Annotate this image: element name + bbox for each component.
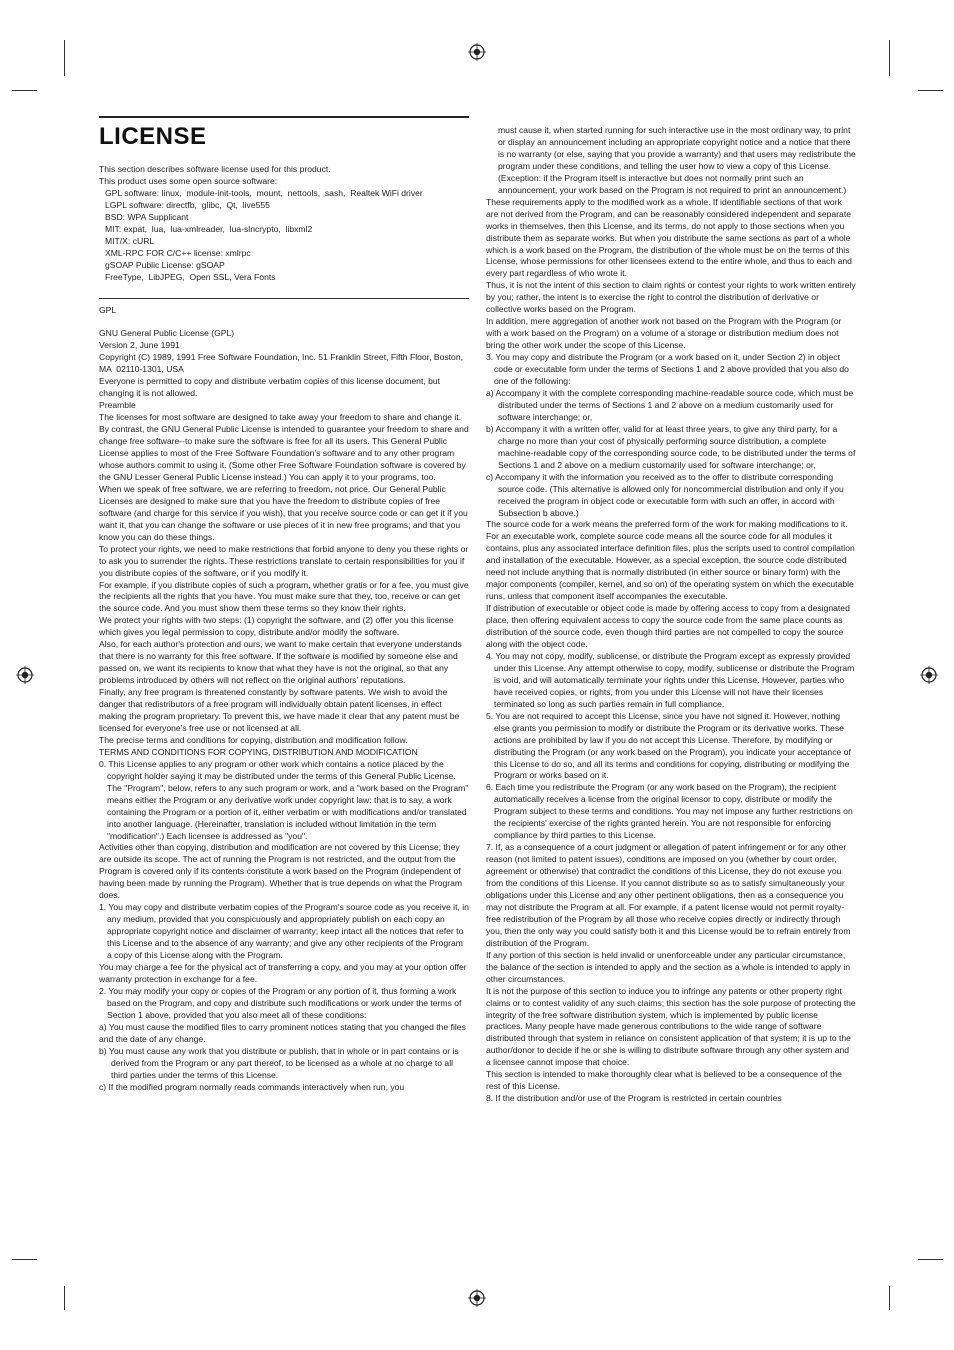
- paragraph: These requirements apply to the modified work as a whole. If identifiable sections of that work are not derived from the Program, and can be reasonably considered independent and separate works in themselves, then this License, and its terms, do not apply to those sections when you distribute them as separate works. But when you distribute the same sections as part of a whole which is a work based on the Program, the distribution of the whole must be on the terms of this License, whose permissions for other licensees extend to the entire whole, and thus to each and every part regardless of who wrote it.: [486, 196, 855, 279]
- crop-mark-top-left-h: [12, 90, 37, 91]
- left-column: [99, 116, 472, 1093]
- registration-mark-icon: [920, 666, 938, 684]
- paragraph: Activities other than copying, distribution and modification are not covered by this License; they are outside its scope. The act of running the Program is not restricted, and the output from the Program is covered only if its contents constitute a work based on the Program (independent of having been made by running the Program). Whether that is true depends on what the Program does.: [99, 842, 465, 901]
- crop-mark-bottom-left-v: [64, 1286, 65, 1310]
- paragraph: Also, for each author's protection and ours, we want to make certain that everyone understands that there is no warranty for this free software. If the software is modified by someone else and passed on, we want its recipients to know that what they have is not the original, so that any problems introduced by others will not reflect on the original authors' reputations.: [99, 639, 465, 686]
- intro-line: GPL software: linux, module-init-tools, mount, nettools, sash, Realtek WiFi driver: [105, 187, 423, 198]
- paragraph: We protect your rights with two steps: (1) copyright the software, and (2) offer you this license which gives you legal permission to copy, distribute and/or modify the software.: [99, 615, 456, 638]
- numbered-paragraph: 6. Each time you redistribute the Program (or any work based on the Program), the recipient automatically receives a license from the original licensor to copy, distribute or modify the Program subject to these terms and conditions. You may not impose any further restrictions on the recipients' exercise of the rights granted herein. You are not responsible for enforcing compliance by third parties to this License.: [486, 782, 856, 841]
- numbered-paragraph: 5. You are not required to accept this License, since you have not signed it. However, nothing else grants you permission to modify or distribute the Program or its derivative works. These actions are prohibited by law if you do not accept this License. Therefore, by modifying or distributing the Program (or any work based on the Program), you indicate your acceptance of this License to do so, and all its terms and conditions for copying, distributing or modifying the Program or works based on it.: [486, 710, 854, 781]
- page-title: LICENSE: [99, 123, 207, 150]
- paragraph: If distribution of executable or object code is made by offering access to copy from a designated place, then offering equivalent access to copy the source code from the same place counts as distribution of the source code, even though third parties are not compelled to copy the source along with the object code.: [486, 603, 853, 649]
- paragraph: GNU General Public License (GPL): [99, 328, 235, 339]
- lettered-paragraph: b) Accompany it with a written offer, valid for at least three years, to give any third party, for a charge no more than your cost of physically performing source distribution, a complete machine-readable copy of the corresponding source code, to be distributed under the terms of Sections 1 and 2 above on a medium customarily used for software interchange; or,: [486, 423, 858, 470]
- gpl-text-left: [99, 328, 472, 1093]
- registration-mark-icon: [468, 43, 486, 61]
- paragraph: For example, if you distribute copies of such a program, whether gratis or for a fee, you must give the recipients all the rights that you have. You must make sure that they, too, receive or can get the source code. And you must show them these terms so they know their rights.: [99, 579, 472, 614]
- intro-line: MIT/X: cURL: [105, 235, 155, 246]
- paragraph: This section is intended to make thoroughly clear what is believed to be a consequence of the rest of this License.: [486, 1069, 845, 1092]
- crop-mark-top-right-h: [918, 90, 943, 91]
- intro-line: MIT: expat, lua, lua-xmlreader, lua-slncrypto, libxml2: [105, 223, 313, 234]
- paragraph: The licenses for most software are designed to take away your freedom to share and change it. By contrast, the GNU General Public License is intended to guarantee your freedom to share and change free software--to make sure the software is free for all its users. This General Public License applies to most of the Free Software Foundation's software and to any other program whose authors commit to using it. (Some other Free Software Foundation software is covered by the GNU Lesser General Public License instead.) You can apply it to your programs, too.: [99, 412, 472, 482]
- lettered-paragraph: c) Accompany it with the information you received as to the offer to distribute corresponding source code. (This alternative is allowed only for noncommercial distribution and only if you received the program in object code or executable form with such an offer, in accord with Subsection b above.): [486, 471, 847, 518]
- numbered-paragraph: 3. You may copy and distribute the Program (or a work based on it, under Section 2) in object code or executable form under the terms of Sections 1 and 2 above provided that you also do one of the following:: [486, 352, 852, 387]
- numbered-paragraph: 4. You may not copy, modify, sublicense, or distribute the Program except as expressly provided under this License. Any attempt otherwise to copy, modify, sublicense or distribute the Program is void, and will automatically terminate your rights under this License. However, parties who have received copies, or rights, from you under this License will not have their licenses terminated so long as such parties remain in full compliance.: [486, 650, 857, 709]
- title-rule: [99, 116, 469, 118]
- paragraph: To protect your rights, we need to make restrictions that forbid anyone to deny you these rights or to ask you to surrender the rights. These restrictions translate to certain responsibilities for you if you distribute copies of the software, or if you modify it.: [99, 543, 471, 578]
- lettered-paragraph: b) You must cause any work that you distribute or publish, that in whole or in part contains or is derived from the Program or any part thereof, to be licensed as a whole at no charge to all third parties under the terms of this License.: [99, 1045, 462, 1080]
- registration-mark-icon: [468, 1289, 486, 1307]
- paragraph: In addition, mere aggregation of another work not based on the Program with the Program (or with a work based on the Program) on a volume of a storage or distribution medium does not bring the other work under the scope of this License.: [486, 316, 844, 351]
- section-rule: [99, 298, 469, 299]
- crop-mark-bottom-right-v: [889, 1286, 890, 1310]
- section-label: GPL: [99, 304, 117, 315]
- paragraph: Everyone is permitted to copy and distribute verbatim copies of this license document, but changing it is not allowed.: [99, 376, 443, 399]
- intro-line: BSD: WPA Supplicant: [105, 211, 189, 222]
- lettered-paragraph: c) If the modified program normally reads commands interactively when run, you: [99, 1081, 405, 1092]
- paragraph: Copyright (C) 1989, 1991 Free Software Foundation, Inc. 51 Franklin Street, Fifth Floor, Boston, MA 02110-1301, USA: [99, 352, 466, 375]
- crop-mark-top-right-v: [889, 40, 890, 76]
- numbered-paragraph: 8. If the distribution and/or use of the Program is restricted in certain countries: [486, 1093, 782, 1104]
- paragraph: Thus, it is not the intent of this section to claim rights or contest your rights to work written entirely by you; rather, the intent is to exercise the right to control the distribution of derivative or collective works based on the Program.: [486, 280, 859, 315]
- crop-mark-bottom-left-h: [12, 1259, 37, 1260]
- numbered-paragraph: 1. You may copy and distribute verbatim copies of the Program's source code as you receive it, in any medium, provided that you conspicuously and appropriately publish on each copy an appropriate copyright notice and disclaimer of warranty; keep intact all the notices that refer to this License and to the absence of any warranty; and give any other recipients of the Program a copy of this License along with the Program.: [99, 902, 472, 961]
- paragraph: TERMS AND CONDITIONS FOR COPYING, DISTRIBUTION AND MODIFICATION: [99, 746, 418, 757]
- crop-mark-bottom-right-h: [918, 1259, 943, 1260]
- lettered-paragraph: a) Accompany it with the complete corresponding machine-readable source code, which must be distributed under the terms of Sections 1 and 2 above on a medium customarily used for software interchange; or,: [486, 387, 856, 422]
- paragraph: If any portion of this section is held invalid or unenforceable under any particular circumstance, the balance of the section is intended to apply and the section as a whole is intended to apply in other circumstances.: [486, 949, 853, 984]
- right-column: [486, 125, 859, 1105]
- registration-mark-icon: [16, 666, 34, 684]
- intro-line: This product uses some open source software:: [99, 175, 278, 186]
- paragraph-continued: must cause it, when started running for such interactive use in the most ordinary way, to print or display an announcement including an appropriate copyright notice and a notice that there is no warranty (or else, saying that you provide a warranty) and that users may redistribute the program under these conditions, and telling the user how to view a copy of this License. (Exception: if the Program itself is interactive but does not normally print such an announcement, your work based on the Program is not required to print an announcement.): [498, 125, 859, 195]
- paragraph: When we speak of free software, we are referring to freedom, not price. Our General Public Licenses are designed to make sure that you have the freedom to distribute copies of free software (and charge for this service if you wish), that you receive source code or can get it if you want it, that you can change the software or use pieces of it in new free programs; and that you know you can do these things.: [99, 483, 471, 542]
- lettered-paragraph: a) You must cause the modified files to carry prominent notices stating that you changed the files and the date of any change.: [99, 1021, 469, 1044]
- paragraph: The source code for a work means the preferred form of the work for making modifications to it. For an executable work, complete source code means all the source code for all modules it contains, plus any associated interface definition files, plus the scripts used to control compilation and installation of the executable. However, as a special exception, the source code distributed need not include anything that is normally distributed (in either source or binary form) with the major components (compiler, kernel, and so on) of the operating system on which the executable runs, unless that component itself accompanies the executable.: [486, 519, 858, 602]
- crop-mark-top-left-v: [64, 40, 65, 76]
- intro-line: FreeType, LibJPEG, Open SSL, Vera Fonts: [105, 271, 276, 282]
- paragraph: Preamble: [99, 400, 136, 411]
- numbered-paragraph: 0. This License applies to any program or other work which contains a notice placed by the copyright holder saying it may be distributed under the terms of this General Public License. The "Program", below, refers to any such program or work, and a "work based on the Program" means either the Program or any derivative work under copyright law: that is to say, a work containing the Program or a portion of it, either verbatim or with modifications and/or translated into another language. (Hereinafter, translation is included without limitation in the term "modification".) Each licensee is addressed as "you".: [99, 758, 471, 841]
- numbered-paragraph: 2. You may modify your copy or copies of the Program or any portion of it, thus forming a work based on the Program, and copy and distribute such modifications or work under the terms of Section 1 above, provided that you also meet all of these conditions:: [99, 985, 464, 1020]
- intro-line: LGPL software: directfb, glibc, Qt, live555: [105, 199, 270, 210]
- intro-section: [99, 164, 469, 284]
- paragraph: It is not the purpose of this section to induce you to infringe any patents or other property right claims or to contest validity of any such claims; this section has the sole purpose of protecting the integrity of the free software distribution system, which is implemented by public license practices. Many people have made generous contributions to the wide range of software distributed through that system in reliance on consistent application of that system; it is up to the author/donor to decide if he or she is willing to distribute software through any other system and a licensee cannot impose that choice.: [486, 985, 859, 1068]
- paragraph: You may charge a fee for the physical act of transferring a copy, and you may at your option offer warranty protection in exchange for a fee.: [99, 962, 470, 984]
- intro-line: This section describes software license used for this product.: [99, 164, 331, 174]
- intro-line: XML-RPC FOR C/C++ license: xmlrpc: [105, 247, 251, 258]
- paragraph: The precise terms and conditions for copying, distribution and modification follow.: [99, 734, 408, 745]
- paragraph: Finally, any free program is threatened constantly by software patents. We wish to avoid the danger that redistributors of a free program will individually obtain patent licenses, in effect making the program proprietary. To prevent this, we have made it clear that any patent must be licensed for everyone's free use or not licensed at all.: [99, 687, 462, 733]
- intro-line: gSOAP Public License: gSOAP: [105, 259, 225, 270]
- paragraph: Version 2, June 1991: [99, 340, 180, 351]
- numbered-paragraph: 7. If, as a consequence of a court judgment or allegation of patent infringement or for any other reason (not limited to patent issues), conditions are imposed on you (whether by court order, agreement or otherwise) that contradict the conditions of this License, they do not excuse you from the conditions of this License. If you cannot distribute so as to satisfy simultaneously your obligations under this License and any other pertinent obligations, then as a consequence you may not distribute the Program at all. For example, if a patent license would not permit royalty-free redistribution of the Program by all those who receive copies directly or indirectly through you, then the only way you could satisfy both it and this License would be to refrain entirely from distribution of the Program.: [486, 842, 853, 948]
